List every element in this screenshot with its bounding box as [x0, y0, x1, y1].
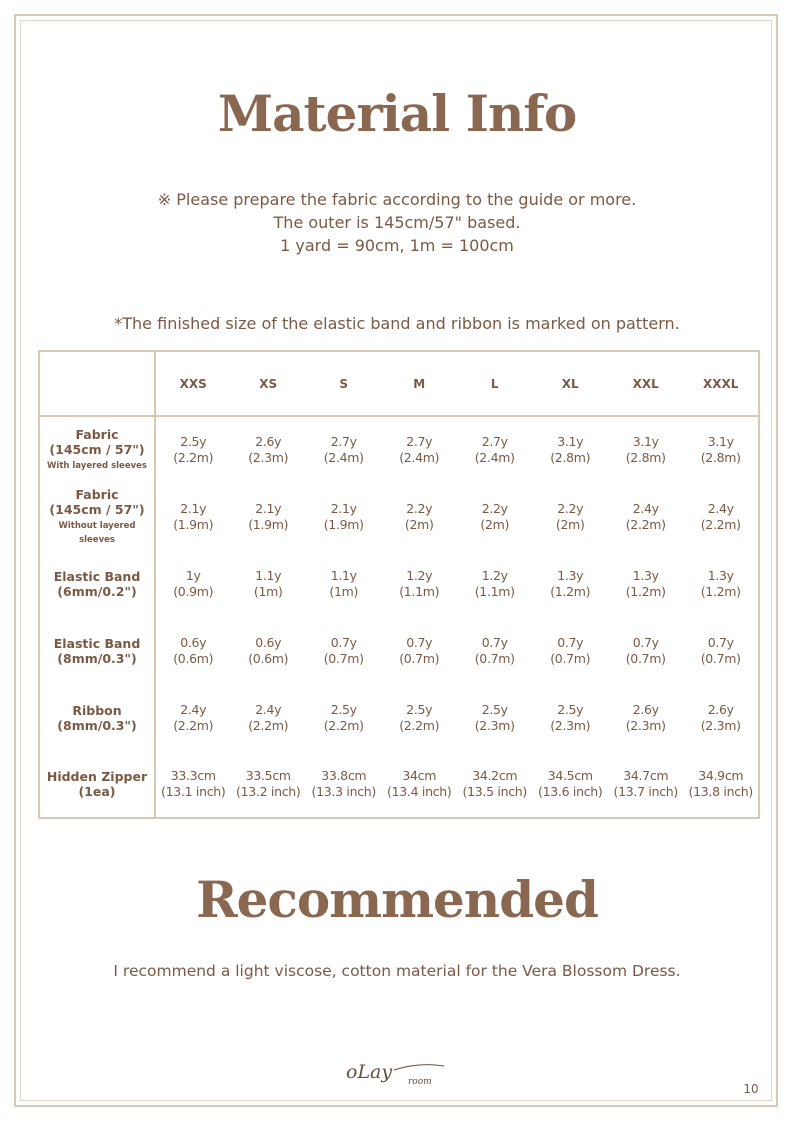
- size-header: S: [306, 351, 382, 416]
- row-label-spec: (145cm / 57"): [49, 501, 145, 517]
- cell-primary-value: 2.1y: [330, 500, 357, 516]
- cell-secondary-value: (13.7 inch): [613, 784, 678, 799]
- cell-primary-value: 34cm: [402, 768, 437, 783]
- table-cell: [684, 617, 760, 684]
- logo-swash: [394, 1065, 444, 1070]
- cell-primary-value: 3.1y: [707, 434, 734, 449]
- cell-secondary-value: (1.1m): [399, 583, 440, 599]
- cell-primary-value: 34.7cm: [623, 768, 669, 783]
- cell-secondary-value: (2.8m): [700, 450, 741, 465]
- cell-secondary-value: (2.3m): [550, 717, 591, 733]
- cell-primary-value: 2.2y: [406, 500, 433, 516]
- cell-primary-value: 0.7y: [632, 634, 659, 650]
- cell-secondary-value: (2.2m): [248, 717, 289, 733]
- row-label: [39, 483, 155, 550]
- cell-secondary-value: (1.9m): [323, 516, 364, 532]
- cell-primary-value: 0.7y: [707, 634, 734, 650]
- cell-secondary-value: (13.8 inch): [688, 784, 753, 799]
- size-header: XXS: [155, 351, 231, 416]
- cell-primary-value: 34.5cm: [547, 768, 593, 783]
- table-cell: [457, 684, 533, 751]
- cell-primary-value: 2.6y: [255, 434, 282, 449]
- cell-secondary-value: (0.7m): [323, 650, 364, 666]
- cell-primary-value: 2.7y: [481, 434, 508, 449]
- table-cell: [684, 550, 760, 617]
- cell-secondary-value: (1.2m): [550, 583, 591, 599]
- table-cell: [231, 684, 307, 751]
- cell-secondary-value: (2.2m): [173, 717, 214, 733]
- cell-primary-value: 33.8cm: [321, 768, 367, 783]
- intro-line-3: 1 yard = 90cm, 1m = 100cm: [280, 236, 514, 255]
- row-label-spec: (145cm / 57"): [49, 442, 145, 457]
- table-cell: [457, 550, 533, 617]
- cell-primary-value: 1.3y: [632, 567, 659, 583]
- table-cell: [533, 416, 609, 483]
- size-header: XL: [533, 351, 609, 416]
- cell-primary-value: 3.1y: [632, 434, 659, 449]
- cell-secondary-value: (2m): [404, 516, 434, 532]
- row-label: [39, 751, 155, 818]
- table-cell: [155, 416, 231, 483]
- cell-secondary-value: (0.7m): [625, 650, 666, 666]
- table-cell: [684, 416, 760, 483]
- cell-primary-value: 2.5y: [180, 434, 207, 449]
- row-label-note: With layered sleeves: [47, 461, 147, 471]
- cell-primary-value: 1.3y: [707, 567, 734, 583]
- cell-secondary-value: (2.2m): [700, 516, 741, 532]
- table-cell: [382, 751, 458, 818]
- cell-secondary-value: (0.9m): [173, 583, 214, 599]
- table-cell: [608, 684, 684, 751]
- table-corner-cell: [39, 351, 155, 416]
- cell-secondary-value: (2.8m): [625, 450, 666, 465]
- intro-line-1: ※ Please prepare the fabric according to the guide or more.: [157, 190, 637, 209]
- size-header: L: [457, 351, 533, 416]
- cell-primary-value: 2.1y: [180, 500, 207, 516]
- table-row: [39, 550, 759, 617]
- cell-primary-value: 2.4y: [180, 701, 207, 717]
- table-cell: [306, 617, 382, 684]
- material-info-title: Material Info: [217, 84, 577, 143]
- cell-primary-value: 3.1y: [557, 434, 584, 449]
- table-cell: [382, 617, 458, 684]
- cell-primary-value: 0.7y: [406, 634, 433, 650]
- cell-secondary-value: (1.9m): [173, 516, 214, 532]
- cell-secondary-value: (0.7m): [399, 650, 440, 666]
- table-cell: [231, 416, 307, 483]
- cell-primary-value: 2.5y: [406, 701, 433, 717]
- row-label-name: Elastic Band: [53, 568, 141, 584]
- table-cell: [382, 550, 458, 617]
- row-label-name: Hidden Zipper: [46, 769, 148, 784]
- table-cell: [306, 751, 382, 818]
- page-number: 10: [743, 1082, 759, 1096]
- table-cell: [684, 751, 760, 818]
- cell-primary-value: 34.2cm: [472, 768, 518, 783]
- cell-primary-value: 2.5y: [557, 701, 584, 717]
- cell-secondary-value: (2.2m): [173, 450, 214, 465]
- cell-secondary-value: (2.3m): [700, 717, 741, 733]
- table-cell: [533, 550, 609, 617]
- table-row: [39, 416, 759, 483]
- table-cell: [231, 617, 307, 684]
- row-label-name: Fabric: [75, 486, 119, 502]
- row-label: [39, 684, 155, 751]
- recommended-text: I recommend a light viscose, cotton material for the Vera Blossom Dress.: [113, 962, 681, 980]
- cell-secondary-value: (13.4 inch): [387, 784, 452, 799]
- cell-primary-value: 1.3y: [557, 567, 584, 583]
- table-cell: [608, 483, 684, 550]
- table-cell: [457, 751, 533, 818]
- finished-size-note: *The finished size of the elastic band and ribbon is marked on pattern.: [114, 314, 680, 333]
- cell-secondary-value: (0.6m): [248, 650, 289, 666]
- table-cell: [684, 684, 760, 751]
- table-cell: [155, 483, 231, 550]
- row-label-spec: (8mm/0.3"): [57, 717, 137, 733]
- table-cell: [231, 550, 307, 617]
- table-cell: [533, 684, 609, 751]
- table-cell: [231, 483, 307, 550]
- row-label: [39, 416, 155, 483]
- size-header: XS: [231, 351, 307, 416]
- table-cell: [457, 483, 533, 550]
- olay-room-logo: [344, 1056, 450, 1086]
- table-body: [39, 416, 759, 818]
- cell-primary-value: 2.2y: [481, 500, 508, 516]
- cell-primary-value: 1.1y: [255, 567, 282, 583]
- table-cell: [457, 617, 533, 684]
- cell-primary-value: 1.2y: [481, 567, 508, 583]
- cell-primary-value: 1y: [185, 567, 201, 583]
- table-cell: [533, 617, 609, 684]
- table-cell: [155, 550, 231, 617]
- cell-secondary-value: (2.4m): [474, 450, 515, 465]
- intro-text: [0, 188, 794, 257]
- cell-primary-value: 2.4y: [707, 500, 734, 516]
- table-cell: [306, 483, 382, 550]
- row-label-name: Ribbon: [72, 702, 122, 718]
- material-size-table: [38, 350, 760, 819]
- row-label: [39, 617, 155, 684]
- table-cell: [608, 751, 684, 818]
- row-label-spec: (8mm/0.3"): [57, 650, 137, 666]
- cell-secondary-value: (2.3m): [625, 717, 666, 733]
- table-row: [39, 617, 759, 684]
- size-header: M: [382, 351, 458, 416]
- cell-primary-value: 2.6y: [632, 701, 659, 717]
- table-cell: [306, 416, 382, 483]
- table-cell: [155, 751, 231, 818]
- table-cell: [306, 684, 382, 751]
- cell-primary-value: 34.9cm: [698, 768, 744, 783]
- table-cell: [382, 684, 458, 751]
- cell-primary-value: 2.1y: [255, 500, 282, 516]
- table-row: [39, 684, 759, 751]
- cell-primary-value: 2.4y: [255, 701, 282, 717]
- row-label-name: Fabric: [75, 427, 119, 442]
- cell-primary-value: 2.5y: [481, 701, 508, 717]
- table-cell: [684, 483, 760, 550]
- cell-secondary-value: (13.5 inch): [462, 784, 527, 799]
- cell-primary-value: 1.2y: [406, 567, 433, 583]
- cell-secondary-value: (1m): [253, 583, 283, 599]
- cell-secondary-value: (2.2m): [399, 717, 440, 733]
- cell-primary-value: 2.4y: [632, 500, 659, 516]
- cell-secondary-value: (2.3m): [248, 450, 289, 465]
- cell-secondary-value: (1.2m): [625, 583, 666, 599]
- table-cell: [608, 416, 684, 483]
- table-header-row: [39, 351, 759, 416]
- cell-secondary-value: (2.2m): [625, 516, 666, 532]
- table-cell: [533, 751, 609, 818]
- cell-primary-value: 0.7y: [330, 634, 357, 650]
- cell-secondary-value: (2.8m): [550, 450, 591, 465]
- cell-secondary-value: (2.2m): [323, 717, 364, 733]
- cell-primary-value: 2.7y: [406, 434, 433, 449]
- table-cell: [382, 483, 458, 550]
- cell-secondary-value: (13.3 inch): [311, 784, 376, 799]
- table-cell: [608, 617, 684, 684]
- table-row: [39, 751, 759, 818]
- cell-primary-value: 2.2y: [557, 500, 584, 516]
- table-cell: [382, 416, 458, 483]
- cell-secondary-value: (13.1 inch): [161, 784, 226, 799]
- table-cell: [231, 751, 307, 818]
- intro-line-2: The outer is 145cm/57" based.: [273, 213, 521, 232]
- table-cell: [608, 550, 684, 617]
- table-cell: [533, 483, 609, 550]
- table-cell: [306, 550, 382, 617]
- cell-secondary-value: (0.7m): [700, 650, 741, 666]
- cell-primary-value: 2.6y: [707, 701, 734, 717]
- cell-secondary-value: (2m): [555, 516, 585, 532]
- cell-secondary-value: (2.4m): [323, 450, 364, 465]
- size-header: XXXL: [684, 351, 760, 416]
- cell-primary-value: 0.7y: [481, 634, 508, 650]
- table-cell: [155, 684, 231, 751]
- cell-secondary-value: (13.6 inch): [538, 784, 603, 799]
- cell-secondary-value: (1m): [329, 583, 359, 599]
- cell-primary-value: 1.1y: [330, 567, 357, 583]
- recommended-title: Recommended: [196, 870, 598, 929]
- table-cell: [457, 416, 533, 483]
- cell-primary-value: 2.5y: [330, 701, 357, 717]
- table-row: [39, 483, 759, 550]
- row-label-spec: (1ea): [78, 784, 116, 799]
- cell-secondary-value: (0.7m): [550, 650, 591, 666]
- cell-secondary-value: (2.3m): [474, 717, 515, 733]
- row-label: [39, 550, 155, 617]
- cell-secondary-value: (0.6m): [173, 650, 214, 666]
- cell-secondary-value: (1.9m): [248, 516, 289, 532]
- table-cell: [155, 617, 231, 684]
- cell-primary-value: 2.7y: [330, 434, 357, 449]
- cell-secondary-value: (0.7m): [474, 650, 515, 666]
- cell-primary-value: 33.3cm: [170, 768, 216, 783]
- cell-primary-value: 33.5cm: [245, 768, 291, 783]
- cell-primary-value: 0.6y: [255, 634, 282, 650]
- cell-primary-value: 0.7y: [557, 634, 584, 650]
- cell-secondary-value: (1.1m): [474, 583, 515, 599]
- cell-secondary-value: (1.2m): [700, 583, 741, 599]
- row-label-spec: (6mm/0.2"): [57, 583, 137, 599]
- size-header: XXL: [608, 351, 684, 416]
- cell-secondary-value: (2m): [480, 516, 510, 532]
- logo-sub-text: room: [408, 1077, 432, 1086]
- cell-secondary-value: (13.2 inch): [236, 784, 301, 799]
- row-label-name: Elastic Band: [53, 635, 141, 651]
- row-label-note: Without layered sleeves: [58, 520, 136, 545]
- cell-secondary-value: (2.4m): [399, 450, 440, 465]
- logo-main-text: oLay: [346, 1061, 393, 1083]
- cell-primary-value: 0.6y: [180, 634, 207, 650]
